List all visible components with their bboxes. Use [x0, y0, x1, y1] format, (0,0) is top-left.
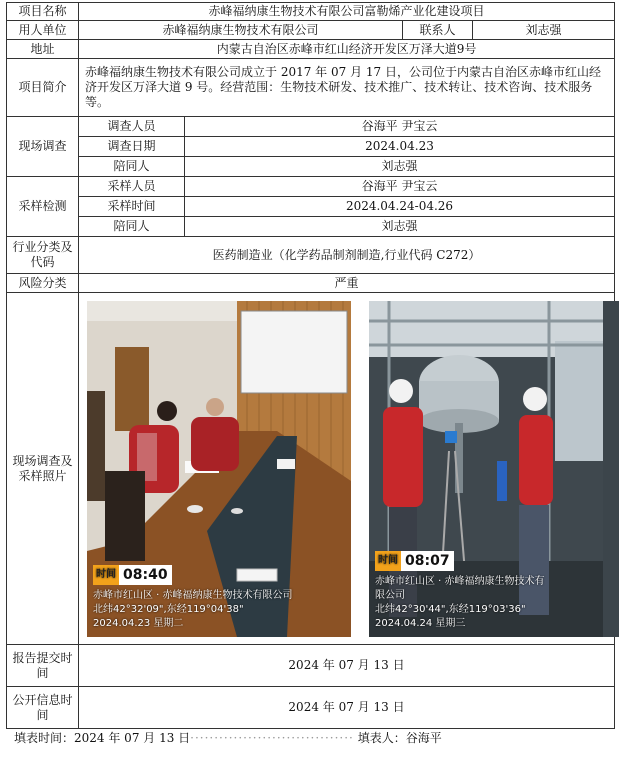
- sampling-staff: 谷海平 尹宝云: [185, 177, 615, 197]
- contact: 刘志强: [473, 21, 615, 40]
- sampling-photo: [369, 301, 619, 637]
- survey-photo: [87, 301, 351, 637]
- fill-date-label: 填表时间：: [14, 731, 75, 745]
- report-date: 2024 年 07 月 13 日: [79, 645, 615, 687]
- public-date: 2024 年 07 月 13 日: [79, 687, 615, 729]
- sampling-staff-label: 采样人员: [79, 177, 185, 197]
- project-intro: 赤峰福纳康生物技术有限公司成立于 2017 年 07 月 17 日，公司位于内蒙古自治区赤峰市红山经济开发区万泽大道 9 号。经营范围：生物技术研发、技术推广、技术转让、技术咨询、技术服务等。: [79, 59, 615, 117]
- photo2-time-label: 时间: [375, 551, 401, 571]
- filler-label: 填表人：: [357, 731, 406, 745]
- address-label: 地址: [7, 40, 79, 59]
- risk-label: 风险分类: [7, 274, 79, 293]
- industry-label: 行业分类及代码: [7, 237, 79, 274]
- photo1-location: 赤峰市红山区 · 赤峰福纳康生物技术有限公司: [93, 590, 293, 601]
- survey-label: 现场调查: [7, 117, 79, 177]
- intro-label: 项目简介: [7, 59, 79, 117]
- filler-name: 谷海平: [405, 731, 442, 745]
- footer: 填表时间：2024 年 07 月 13 日·································· 填表人：谷海平: [14, 731, 442, 745]
- survey-staff-label: 调查人员: [79, 117, 185, 137]
- fill-date: 2024 年 07 月 13 日: [74, 731, 191, 745]
- employer-label: 用人单位: [7, 21, 79, 40]
- survey-escort-label: 陪同人: [79, 157, 185, 177]
- address: 内蒙古自治区赤峰市红山经济开发区万泽大道9号: [79, 40, 615, 59]
- photo2-time: 08:07: [401, 551, 454, 571]
- sampling-escort-label: 陪同人: [79, 217, 185, 237]
- photo2-coords: 北纬42°30'44",东经119°03'36": [375, 604, 526, 615]
- photo1-time-label: 时间: [93, 565, 119, 585]
- contact-label: 联系人: [403, 21, 473, 40]
- photo1-time: 08:40: [119, 565, 172, 585]
- public-label: 公开信息时间: [7, 687, 79, 729]
- sampling-time: 2024.04.24-04.26: [185, 197, 615, 217]
- photo2-location: 赤峰市红山区 · 赤峰福纳康生物技术有限公司: [375, 576, 545, 601]
- sampling-escort: 刘志强: [185, 217, 615, 237]
- survey-date: 2024.04.23: [185, 137, 615, 157]
- sampling-time-label: 采样时间: [79, 197, 185, 217]
- survey-escort: 刘志强: [185, 157, 615, 177]
- info-table: [6, 2, 615, 729]
- photo1-coords: 北纬42°32'09",东经119°04'38": [93, 604, 244, 615]
- survey-date-label: 调查日期: [79, 137, 185, 157]
- photos-label: 现场调查及采样照片: [7, 293, 79, 645]
- employer: 赤峰福纳康生物技术有限公司: [79, 21, 403, 40]
- photos-cell: [79, 293, 615, 645]
- industry: 医药制造业（化学药品制剂制造,行业代码 C272）: [79, 237, 615, 274]
- photo2-date: 2024.04.24 星期三: [375, 618, 466, 629]
- project-name: 赤峰福纳康生物技术有限公司富勒烯产业化建设项目: [79, 3, 615, 21]
- project-name-label: 项目名称: [7, 3, 79, 21]
- sampling-label: 采样检测: [7, 177, 79, 237]
- survey-staff: 谷海平 尹宝云: [185, 117, 615, 137]
- photo1-date: 2024.04.23 星期二: [93, 618, 184, 629]
- report-label: 报告提交时间: [7, 645, 79, 687]
- risk: 严重: [79, 274, 615, 293]
